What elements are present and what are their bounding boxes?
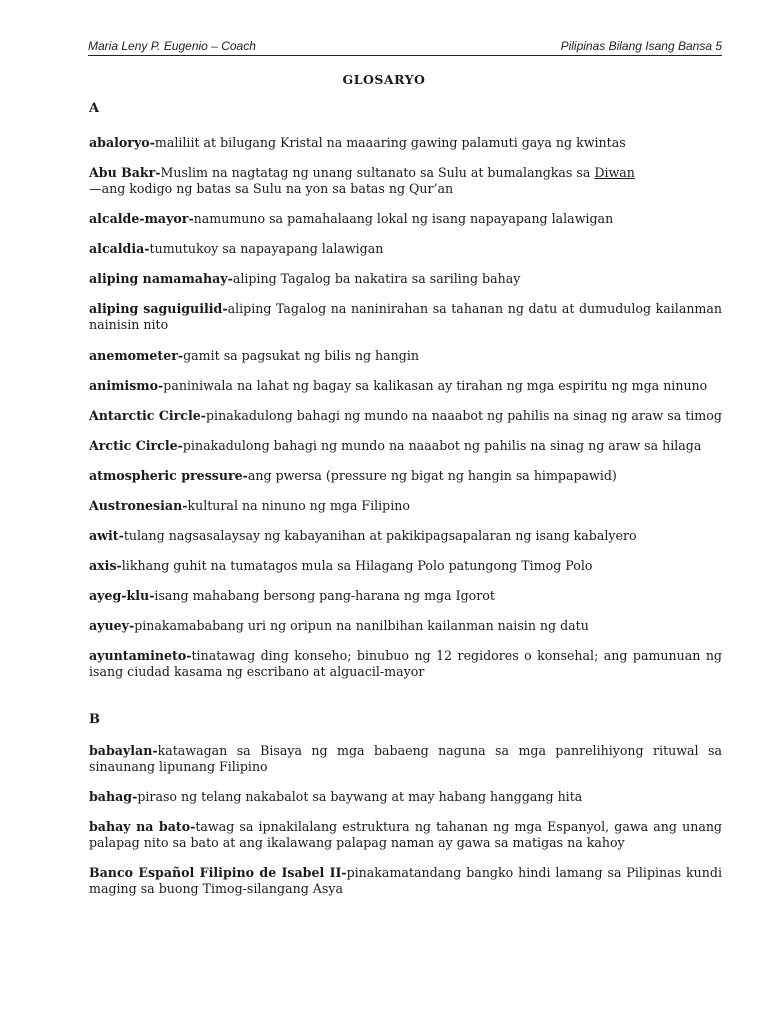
entry-term: ayuntamineto- [89,648,192,663]
glossary-entry [89,438,722,454]
glossary-entry [89,618,722,634]
entry-term: ayuey- [89,618,135,633]
entry-definition: tumutukoy sa napayapang lalawigan [149,241,384,256]
entry-term: Antarctic Circle- [89,408,206,423]
glossary-entry [89,301,722,333]
entry-definition: aliping Tagalog na naninirahan sa tahanan ng datu at dumudulog kailanman nainisin nito [89,301,722,332]
glossary-entry [89,348,722,364]
entry-term: bahay na bato- [89,819,196,834]
glossary-entry [89,819,722,851]
entry-definition: pinakamababang uri ng oripun na nanilbihan kailanman naisin ng datu [134,618,589,633]
glossary-entry [89,588,722,604]
entry-definition: tulang nagsasalaysay ng kabayanihan at pakikipagsapalaran ng isang kabalyero [123,528,637,543]
page-title: GLOSARYO [342,72,426,87]
glossary-entry [89,789,722,805]
entry-definition: piraso ng telang nakabalot sa baywang at may habang hanggang hita [137,789,583,804]
glossary-entry [89,271,722,287]
entry-term: ayeg-klu- [89,588,155,603]
entry-definition: katawagan sa Bisaya ng mga babaeng naguna sa mga panrelihiyong rituwal sa sinaunang lipunang Filipino [89,743,722,774]
entry-definition: maliliit at bilugang Kristal na maaaring gawing palamuti gaya ng kwintas [154,135,626,150]
entry-definition: gamit sa pagsukat ng bilis ng hangin [183,348,419,363]
entry-term: Banco Español Filipino de Isabel II- [89,865,347,880]
entry-term: alcalde-mayor- [89,211,194,226]
entry-definition: namumuno sa pamahalaang lokal ng isang napayapang lalawigan [193,211,614,226]
glossary-entry [89,378,722,394]
glossary-entry [89,211,722,227]
page-header [88,39,722,53]
section-letter-b: B [89,712,100,727]
glossary-entry [89,528,722,544]
entry-term: babaylan- [89,743,158,758]
entry-definition: kultural na ninuno ng mga Filipino [187,498,410,513]
entry-definition: Muslim na nagtatag ng unang sultanato sa Sulu at bumalangkas sa [160,165,595,180]
entry-definition: isang mahabang bersong pang-harana ng mga Igorot [154,588,495,603]
glossary-entry [89,165,722,197]
entry-term: atmospheric pressure- [89,468,248,483]
entry-definition: aliping Tagalog ba nakatira sa sariling bahay [232,271,521,286]
glossary-entry [89,498,722,514]
entry-definition: tinatawag ding konseho; binubuo ng 12 regidores o konsehal; ang pamunuan ng isang ciudad kasama ng escribano at alguacil-mayor [89,648,722,679]
entry-term: aliping namamahay- [89,271,233,286]
glossary-entry [89,648,722,680]
entry-definition: paniniwala na lahat ng bagay sa kalikasan ay tirahan ng mga espiritu ng mga ninuno [163,378,708,393]
entry-definition: ang pwersa (pressure ng bigat ng hangin sa himpapawid) [247,468,617,483]
entry-term: axis- [89,558,122,573]
glossary-entry [89,865,722,897]
entry-term: bahag- [89,789,138,804]
section-letter-a: A [89,101,100,116]
entry-term: aliping saguiguilid- [89,301,228,316]
entry-term: awit- [89,528,124,543]
entry-definition-continued: —ang kodigo ng batas sa Sulu na yon sa batas ng Qur’an [89,181,454,196]
header-book-title: Pilipinas Bilang Isang Bansa 5 [560,39,722,53]
glossary-entry [89,558,722,574]
entry-definition: pinakadulong bahagi ng mundo na naaabot ng pahilis na sinag ng araw sa timog [206,408,722,423]
entry-term: abaloryo- [89,135,155,150]
entry-definition-underlined: Diwan [594,165,635,180]
glossary-entry [89,743,722,775]
entry-term: Abu Bakr- [89,165,161,180]
entry-term: Arctic Circle- [89,438,183,453]
glossary-entry [89,408,722,424]
glossary-body [89,101,722,897]
glossary-entry [89,241,722,257]
glossary-entry [89,468,722,484]
entry-term: anemometer- [89,348,184,363]
entry-definition: pinakamatandang bangko hindi lamang sa Pilipinas kundi maging sa buong Timog-silangang Asya [89,865,722,896]
header-author: Maria Leny P. Eugenio – Coach [88,39,256,53]
glossary-entry [89,135,722,151]
header-divider [88,55,722,56]
entry-term: animismo- [89,378,164,393]
entry-definition: pinakadulong bahagi ng mundo na naaabot ng pahilis na sinag ng araw sa hilaga [182,438,702,453]
entry-term: alcaldia- [89,241,150,256]
entry-definition: tawag sa ipnakilalang estruktura ng tahanan ng mga Espanyol, gawa ang unang palapag nito sa bato at ang ikalawang palapag naman ay gawa sa matigas na kahoy [89,819,722,850]
entry-term: Austronesian- [89,498,188,513]
entry-definition: likhang guhit na tumatagos mula sa Hilagang Polo patungong Timog Polo [121,558,593,573]
